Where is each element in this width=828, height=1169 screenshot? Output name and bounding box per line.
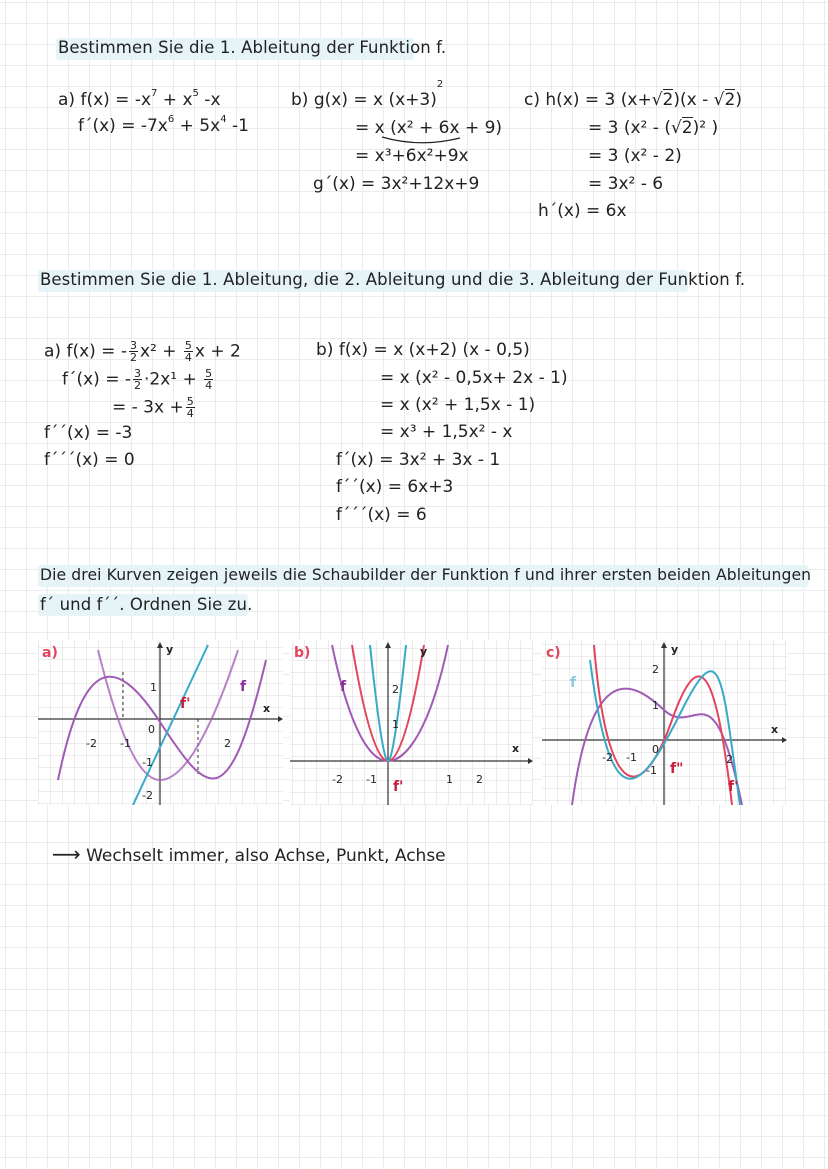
graph-a-y-label: y bbox=[166, 643, 174, 656]
graph-a-f-label: f bbox=[240, 679, 247, 695]
conclusion bbox=[52, 844, 446, 865]
graph-c-y-label: y bbox=[671, 643, 679, 656]
graph-a-tick-ym1: -1 bbox=[142, 756, 153, 769]
graph-a-fp-label: f' bbox=[180, 696, 191, 712]
s1b-function: b) g(x) = x $(x+3)^2$ bbox=[291, 79, 444, 110]
s1c-function: c) h(x) = 3 (x+√2)(x - √2) bbox=[524, 90, 742, 110]
graph-c-fpp-label: f" bbox=[670, 761, 684, 777]
s2b-first-derivative: f´(x) = 3x² + 3x - 1 bbox=[336, 450, 501, 470]
s2b-line3: = x (x² + 1,5x - 1) bbox=[380, 395, 536, 415]
graph-a-tick-m2: -2 bbox=[86, 737, 97, 750]
graph-a bbox=[38, 640, 283, 805]
section1-title: Bestimmen Sie die 1. Ableitung der Funktion f. bbox=[58, 38, 447, 57]
s1c-line3: = 3 (x² - 2) bbox=[588, 146, 682, 166]
graph-a-tick-ym2: -2 bbox=[142, 789, 153, 802]
s1a-function: a) $f(x) = -x^7 + x^5$ -x bbox=[58, 88, 221, 110]
graph-b-tick-1: 1 bbox=[446, 773, 453, 786]
graph-b-tick-y2: 2 bbox=[392, 683, 399, 696]
graph-c-tick-y2: 2 bbox=[652, 663, 659, 676]
s2b-third-derivative: f´´´(x) = 6 bbox=[336, 505, 427, 525]
section3-title-line1: Die drei Kurven zeigen jeweils die Schaubilder der Funktion f und ihrer ersten beiden Ableitungen bbox=[40, 566, 812, 584]
graph-c bbox=[542, 640, 787, 805]
graph-b-y-label: y bbox=[420, 645, 428, 658]
graph-a-x-label: x bbox=[263, 702, 271, 715]
s1b-line2: = x (x² + 6x + 9) bbox=[355, 118, 503, 138]
s1a-derivative: f´(x) = $-7x^6 + 5x^4$ -1 bbox=[78, 114, 249, 136]
s1b-line3: = x³+6x²+9x bbox=[355, 146, 469, 166]
s2b-line2: = x (x² - 0,5x+ 2x - 1) bbox=[380, 368, 568, 388]
graph-c-tick-2: 2 bbox=[726, 753, 733, 766]
s2b-line1: b) f(x) = x (x+2) (x - 0,5) bbox=[316, 340, 530, 360]
graph-c-f-label: f bbox=[570, 675, 577, 691]
graph-c-tick-m2: -2 bbox=[602, 751, 613, 764]
graph-b-x-label: x bbox=[512, 742, 520, 755]
graph-c-fp-label: f' bbox=[728, 779, 739, 795]
arrow-icon: ⟶ bbox=[52, 842, 81, 866]
graph-a-tick-0: 0 bbox=[148, 723, 155, 736]
graph-c-label: c) bbox=[546, 645, 561, 661]
s1c-derivative: h´(x) = 6x bbox=[538, 201, 627, 221]
graph-b-tick-m1: -1 bbox=[366, 773, 377, 786]
s2a-second-derivative: f´´(x) = -3 bbox=[44, 423, 133, 443]
s2b-second-derivative: f´´(x) = 6x+3 bbox=[336, 477, 454, 497]
graph-b-fp-label: f' bbox=[393, 779, 404, 795]
graph-b-tick-y1: 1 bbox=[392, 718, 399, 731]
graph-b-tick-2: 2 bbox=[476, 773, 483, 786]
graph-c-tick-ym1: -1 bbox=[646, 764, 657, 777]
graph-a-tick-m1: -1 bbox=[120, 737, 131, 750]
conclusion-text: Wechselt immer, also Achse, Punkt, Achse bbox=[86, 846, 446, 866]
section3-title-line2: f´ und f´´. Ordnen Sie zu. bbox=[40, 595, 253, 614]
graph-c-tick-0: 0 bbox=[652, 743, 659, 756]
graph-a-tick-2: 2 bbox=[224, 737, 231, 750]
graph-c-x-label: x bbox=[771, 723, 779, 736]
graph-b-f-label: f bbox=[340, 679, 347, 695]
s2b-line4: = x³ + 1,5x² - x bbox=[380, 422, 513, 442]
graph-c-tick-m1: -1 bbox=[626, 751, 637, 764]
graph-b bbox=[290, 640, 533, 805]
graph-c-tick-y1: 1 bbox=[652, 699, 659, 712]
graph-b-label: b) bbox=[294, 645, 311, 661]
s1c-line4: = 3x² - 6 bbox=[588, 174, 664, 194]
s1b-derivative: g´(x) = 3x²+12x+9 bbox=[313, 174, 480, 194]
graph-a-label: a) bbox=[42, 645, 58, 661]
s1c-line2: = 3 (x² - (√2)² ) bbox=[588, 118, 719, 138]
graph-b-tick-m2: -2 bbox=[332, 773, 343, 786]
s2a-line1: a) f(x) = - $\frac{3}{2}$ x² + $\frac{5}{4}$ x + 2 bbox=[44, 339, 241, 364]
section2-title: Bestimmen Sie die 1. Ableitung, die 2. Ableitung und die 3. Ableitung der Funktion f. bbox=[40, 270, 746, 289]
graph-a-tick-y1: 1 bbox=[150, 681, 157, 694]
s2a-line3: = - 3x + $\frac{5}{4}$ bbox=[112, 395, 194, 420]
s2a-third-derivative: f´´´(x) = 0 bbox=[44, 450, 135, 470]
s2a-line2: f´(x) = - $\frac{3}{2}$ ·2x¹ + $\frac{5}{4}$ bbox=[62, 367, 213, 392]
